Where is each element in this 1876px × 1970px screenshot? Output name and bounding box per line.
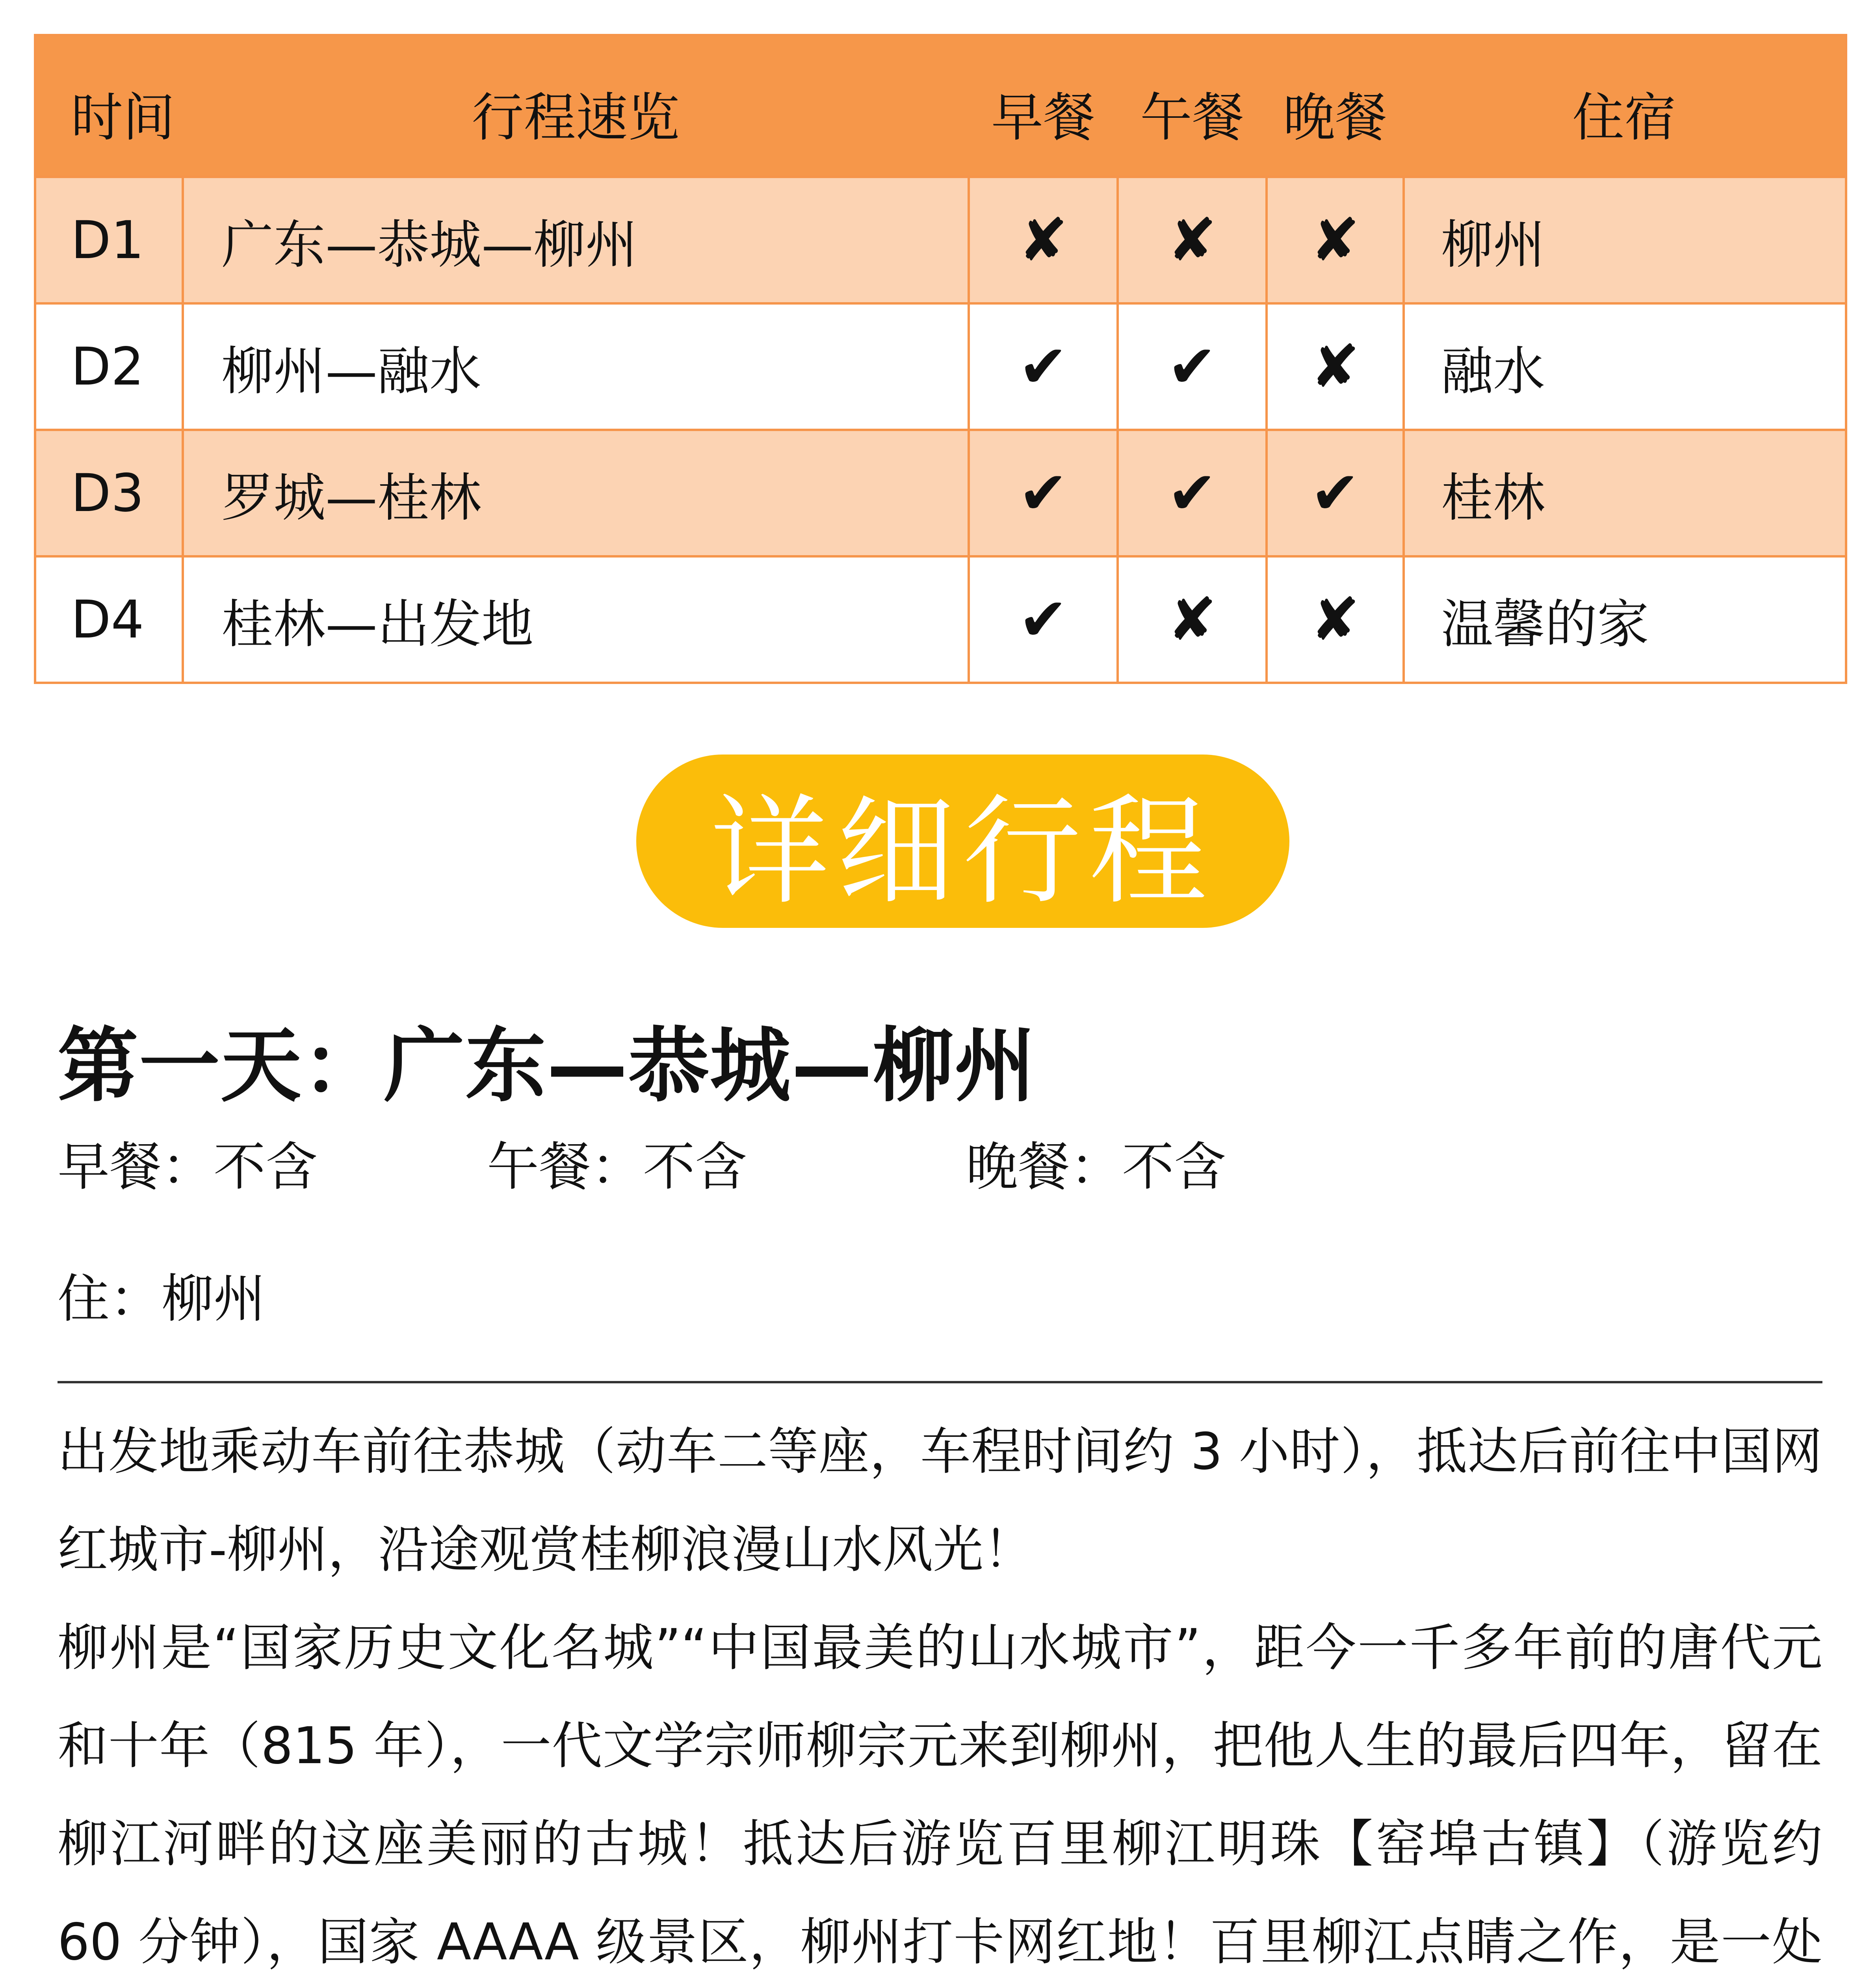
breakfast-cell: ✔	[969, 430, 1118, 556]
header-breakfast: 早餐	[969, 35, 1118, 177]
route-cell: 柳州—融水	[183, 303, 969, 430]
day-cell: D3	[35, 430, 183, 556]
itinerary-overview-table	[34, 34, 1847, 684]
dinner-info: 晚餐：不含	[966, 1137, 1226, 1197]
dinner-cell: ✔	[1267, 430, 1404, 556]
stay-cell: 融水	[1404, 303, 1846, 430]
route-cell: 罗城—桂林	[183, 430, 969, 556]
breakfast-cell: ✔	[969, 556, 1118, 683]
day-cell: D4	[35, 556, 183, 683]
breakfast-cell: ✘	[969, 177, 1118, 303]
section-title-pill: 详细行程	[636, 755, 1289, 928]
description-paragraph: 出发地乘动车前往恭城（动车二等座，车程时间约 3 小时），抵达后前往中国网红城市-柳州，沿途观赏桂柳浪漫山水风光！	[58, 1422, 1822, 1579]
day-title: 第一天：广东—恭城—柳州	[58, 1019, 1036, 1113]
lunch-cell: ✔	[1118, 430, 1267, 556]
stay-cell: 桂林	[1404, 430, 1846, 556]
header-time: 时间	[35, 35, 183, 177]
table-header-row	[35, 35, 1846, 177]
lunch-cell: ✔	[1118, 303, 1267, 430]
header-stay: 住宿	[1404, 35, 1846, 177]
dinner-cell: ✘	[1267, 556, 1404, 683]
route-cell: 桂林—出发地	[183, 556, 969, 683]
day-cell: D1	[35, 177, 183, 303]
breakfast-info: 早餐：不含	[58, 1137, 318, 1197]
breakfast-cell: ✔	[969, 303, 1118, 430]
description-paragraph: 柳州是“国家历史文化名城”“中国最美的山水城市”，距今一千多年前的唐代元和十年（815 年），一代文学宗师柳宗元来到柳州，把他人生的最后四年，留在柳江河畔的这座美丽的古城！抵达后游览百里柳江明珠【窑埠古镇】（游览约 60 分钟），国家 AAAA 级景区，柳州打卡网红地！百里柳江点睛之作，是一处	[58, 1619, 1822, 1970]
route-cell: 广东—恭城—柳州	[183, 177, 969, 303]
table-row	[35, 430, 1846, 556]
stay-cell: 温馨的家	[1404, 556, 1846, 683]
day-description	[58, 1403, 1822, 1970]
lunch-info: 午餐：不含	[487, 1137, 747, 1197]
header-dinner: 晚餐	[1267, 35, 1404, 177]
table-row	[35, 556, 1846, 683]
stay-cell: 柳州	[1404, 177, 1846, 303]
day-cell: D2	[35, 303, 183, 430]
header-route: 行程速览	[183, 35, 969, 177]
dinner-cell: ✘	[1267, 303, 1404, 430]
accommodation-info: 住：柳州	[58, 1269, 266, 1329]
header-lunch: 午餐	[1118, 35, 1267, 177]
table-row	[35, 177, 1846, 303]
table-row	[35, 303, 1846, 430]
dinner-cell: ✘	[1267, 177, 1404, 303]
divider	[58, 1381, 1822, 1383]
lunch-cell: ✘	[1118, 556, 1267, 683]
lunch-cell: ✘	[1118, 177, 1267, 303]
